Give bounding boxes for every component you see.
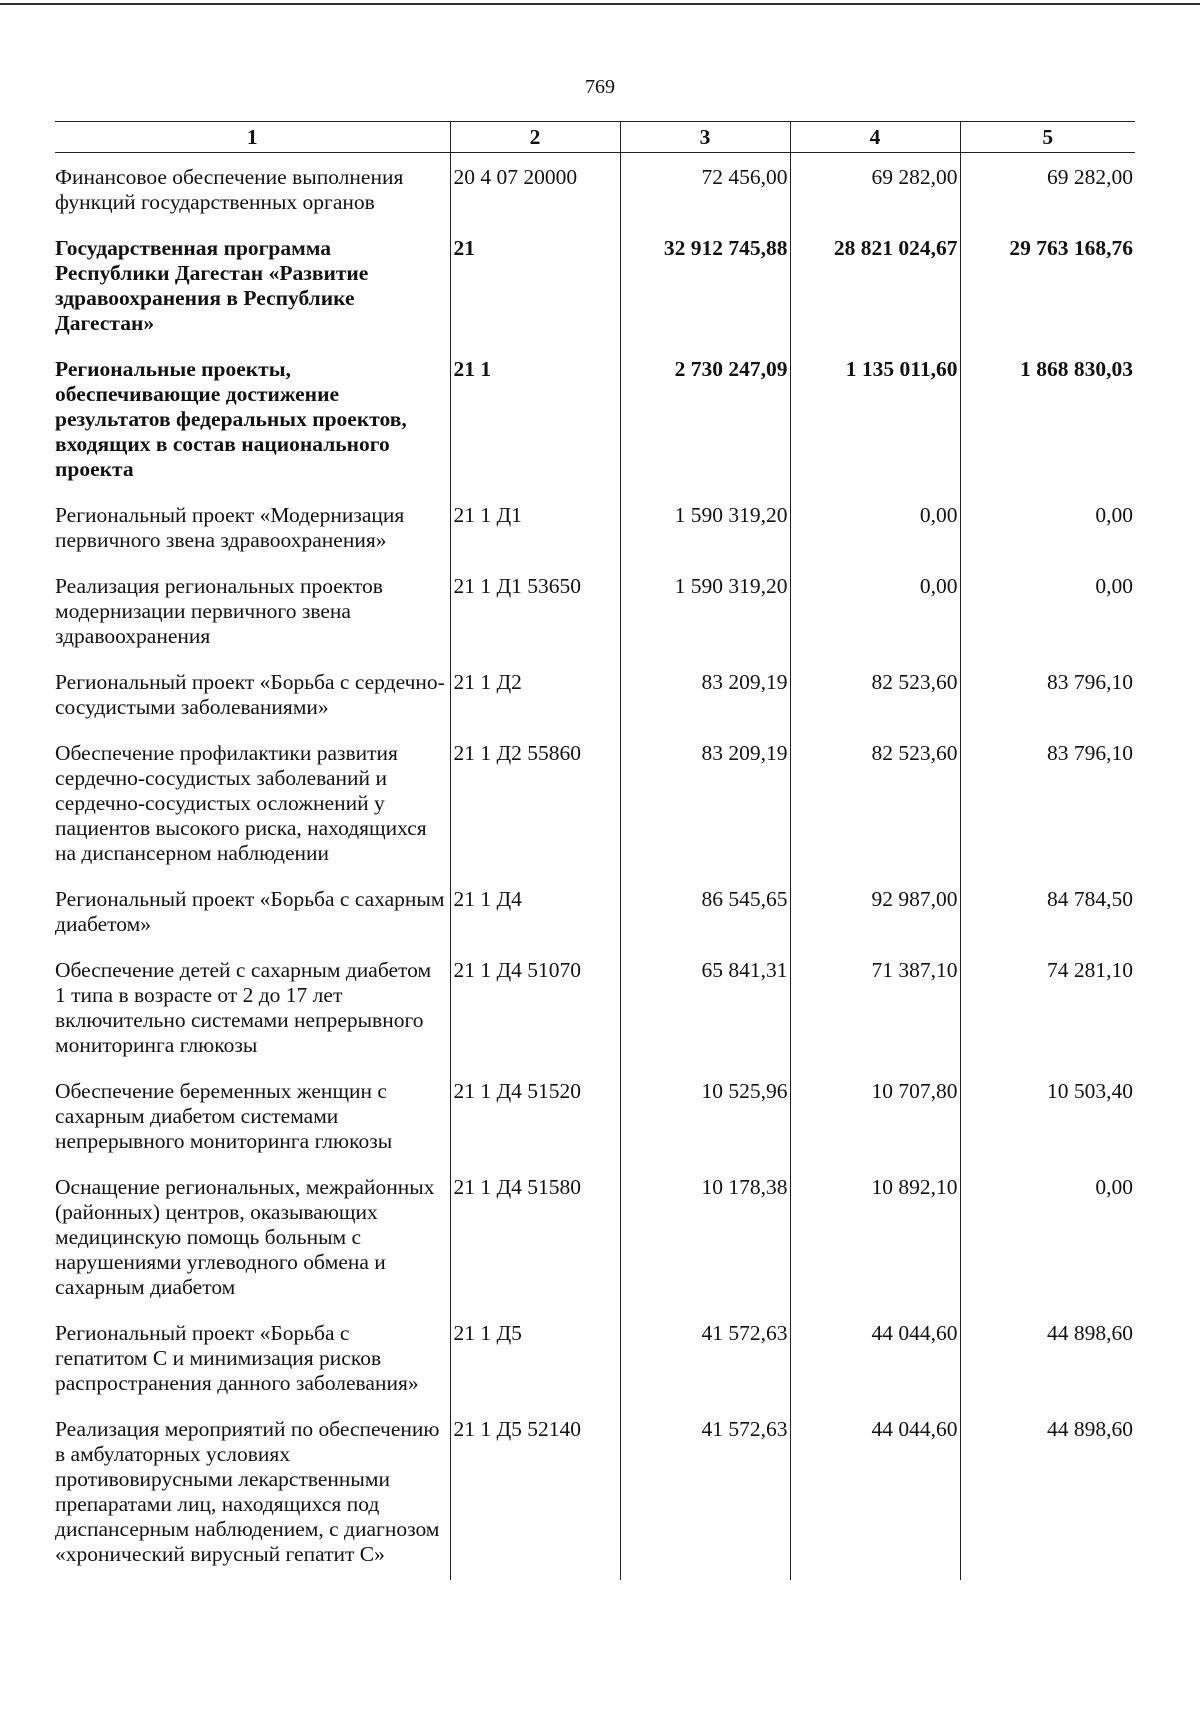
- row-code-cell: 21 1 Д2: [450, 662, 620, 733]
- row-name-cell: Реализация мероприятий по обеспечению в амбулаторных условиях противовирусными лекарственными препаратами лиц, находящихся под диспансерным наблюдением, с диагнозом «хронический вирусный гепатит С»: [55, 1417, 440, 1566]
- row-value-col3: 2 730 247,09: [620, 349, 790, 495]
- column-header-2: 2: [450, 122, 620, 153]
- table-row: [55, 662, 1135, 733]
- column-header-3: 3: [620, 122, 790, 153]
- row-value-col3: 83 209,19: [620, 662, 790, 733]
- row-name-cell: Обеспечение детей с сахарным диабетом 1 типа в возрасте от 2 до 17 лет включительно системами непрерывного мониторинга глюкозы: [55, 958, 432, 1057]
- row-value-col3: 10 178,38: [620, 1167, 790, 1313]
- table-row: [55, 733, 1135, 879]
- column-header-1: 1: [55, 122, 450, 153]
- row-name-cell: Региональный проект «Борьба с сахарным диабетом»: [55, 887, 445, 936]
- row-code-cell: 21: [450, 228, 620, 349]
- row-value-col4: 28 821 024,67: [790, 228, 960, 349]
- row-value-col4: 44 044,60: [790, 1313, 960, 1409]
- table-row: [55, 1167, 1135, 1313]
- row-value-col5: 83 796,10: [960, 662, 1135, 733]
- row-value-col5: 44 898,60: [960, 1313, 1135, 1409]
- row-code-cell: 21 1 Д1 53650: [450, 566, 620, 662]
- row-value-col3: 10 525,96: [620, 1071, 790, 1167]
- row-code-cell: 21 1: [450, 349, 620, 495]
- table-row: [55, 1409, 1135, 1580]
- row-value-col4: 0,00: [790, 566, 960, 662]
- row-value-col3: 1 590 319,20: [620, 495, 790, 566]
- table-row: [55, 950, 1135, 1071]
- table-row: [55, 349, 1135, 495]
- row-value-col4: 82 523,60: [790, 662, 960, 733]
- row-value-col4: 0,00: [790, 495, 960, 566]
- row-value-col5: 1 868 830,03: [960, 349, 1135, 495]
- row-value-col5: 0,00: [960, 1167, 1135, 1313]
- header-row: [55, 122, 1135, 153]
- row-value-col3: 41 572,63: [620, 1313, 790, 1409]
- row-value-col4: 1 135 011,60: [790, 349, 960, 495]
- row-code-cell: 21 1 Д5: [450, 1313, 620, 1409]
- row-name-cell: Оснащение региональных, межрайонных (районных) центров, оказывающих медицинскую помощь больным с нарушениями углеводного обмена и сахарным диабетом: [55, 1175, 435, 1299]
- row-value-col4: 71 387,10: [790, 950, 960, 1071]
- row-code-cell: 21 1 Д5 52140: [450, 1409, 620, 1580]
- column-header-5: 5: [960, 122, 1135, 153]
- table-row: [55, 1313, 1135, 1409]
- row-code-cell: 21 1 Д4: [450, 879, 620, 950]
- row-code-cell: 21 1 Д4 51580: [450, 1167, 620, 1313]
- row-value-col5: 10 503,40: [960, 1071, 1135, 1167]
- row-value-col5: 44 898,60: [960, 1409, 1135, 1580]
- table-row: [55, 153, 1135, 229]
- row-value-col3: 83 209,19: [620, 733, 790, 879]
- row-name-cell: Обеспечение беременных женщин с сахарным диабетом системами непрерывного мониторинга глюкозы: [55, 1079, 393, 1153]
- row-code-cell: 20 4 07 20000: [450, 153, 620, 229]
- row-name-cell: Реализация региональных проектов модернизации первичного звена здравоохранения: [55, 574, 383, 648]
- row-code-cell: 21 1 Д2 55860: [450, 733, 620, 879]
- table-row: [55, 566, 1135, 662]
- table-row: [55, 495, 1135, 566]
- row-name-cell: Финансовое обеспечение выполнения функций государственных органов: [55, 165, 404, 214]
- row-value-col5: 0,00: [960, 495, 1135, 566]
- row-name-cell: Региональный проект «Борьба с сердечно-сосудистыми заболеваниями»: [55, 670, 445, 719]
- row-name-cell: Государственная программа Республики Дагестан «Развитие здравоохранения в Республике Дагестан»: [55, 236, 369, 335]
- row-value-col4: 82 523,60: [790, 733, 960, 879]
- row-value-col3: 72 456,00: [620, 153, 790, 229]
- row-value-col3: 1 590 319,20: [620, 566, 790, 662]
- table-row: [55, 1071, 1135, 1167]
- row-value-col5: 29 763 168,76: [960, 228, 1135, 349]
- row-name-cell: Обеспечение профилактики развития сердечно-сосудистых заболеваний и сердечно-сосудистых осложнений у пациентов высокого риска, находящихся на диспансерном наблюдении: [55, 741, 427, 865]
- column-header-4: 4: [790, 122, 960, 153]
- row-value-col5: 83 796,10: [960, 733, 1135, 879]
- row-value-col5: 69 282,00: [960, 153, 1135, 229]
- row-name-cell: Региональный проект «Модернизация первичного звена здравоохранения»: [55, 503, 405, 552]
- row-value-col3: 86 545,65: [620, 879, 790, 950]
- row-value-col3: 41 572,63: [620, 1409, 790, 1580]
- row-value-col5: 84 784,50: [960, 879, 1135, 950]
- row-value-col4: 10 707,80: [790, 1071, 960, 1167]
- row-code-cell: 21 1 Д4 51520: [450, 1071, 620, 1167]
- row-code-cell: 21 1 Д1: [450, 495, 620, 566]
- page-number: 769: [585, 76, 615, 98]
- row-value-col4: 44 044,60: [790, 1409, 960, 1580]
- row-name-cell: Региональный проект «Борьба с гепатитом С и минимизация рисков распространения данного заболевания»: [55, 1321, 419, 1395]
- row-value-col4: 10 892,10: [790, 1167, 960, 1313]
- row-name-cell: Региональные проекты, обеспечивающие достижение результатов федеральных проектов, входящих в состав национального проекта: [55, 357, 407, 481]
- row-value-col3: 32 912 745,88: [620, 228, 790, 349]
- top-rule: [0, 3, 1200, 5]
- row-value-col5: 0,00: [960, 566, 1135, 662]
- row-value-col4: 69 282,00: [790, 153, 960, 229]
- row-value-col5: 74 281,10: [960, 950, 1135, 1071]
- row-value-col3: 65 841,31: [620, 950, 790, 1071]
- table-row: [55, 879, 1135, 950]
- table-row: [55, 228, 1135, 349]
- budget-table: [55, 121, 1135, 1580]
- row-code-cell: 21 1 Д4 51070: [450, 950, 620, 1071]
- table-body: [55, 153, 1135, 1581]
- row-value-col4: 92 987,00: [790, 879, 960, 950]
